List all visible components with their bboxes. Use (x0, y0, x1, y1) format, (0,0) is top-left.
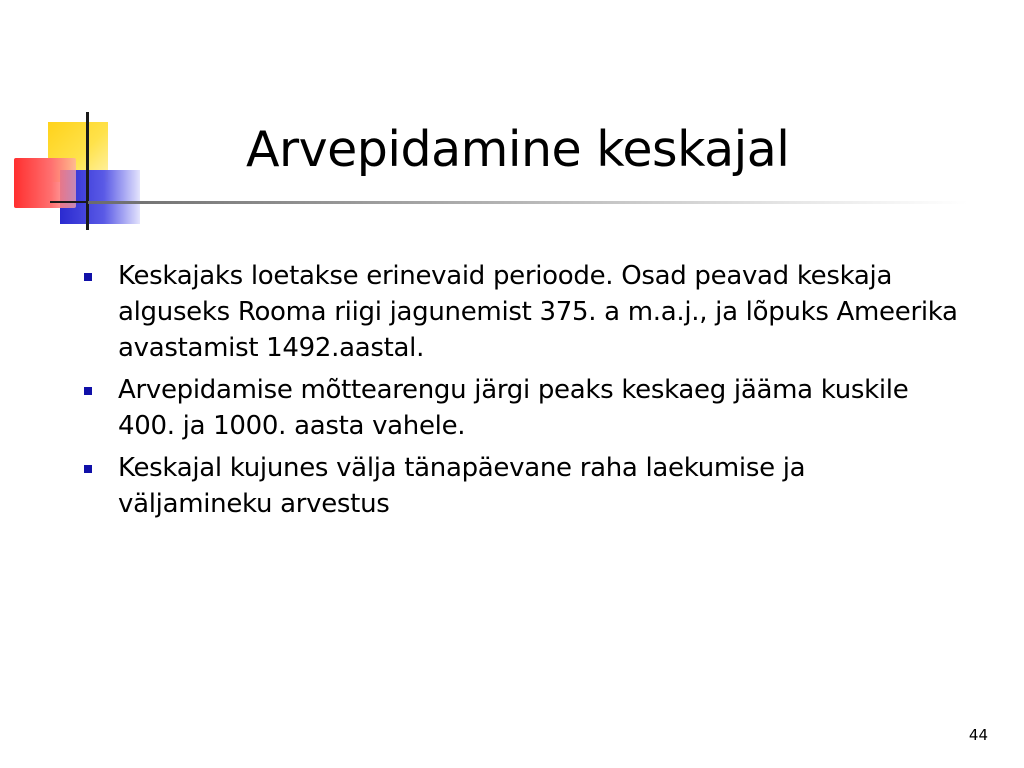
page-number: 44 (968, 726, 988, 744)
bullet-text: Keskajal kujunes välja tänapäevane raha laekumise ja väljamineku arvestus (118, 453, 806, 519)
square-bullet-icon (84, 465, 92, 473)
slide-title: Arvepidamine keskajal (246, 121, 790, 178)
bullet-text: Keskajaks loetakse erinevaid perioode. Osad peavad keskaja alguseks Rooma riigi jagunemist 375. a m.a.j., ja lõpuks Ameerika avastamist 1492.aastal. (118, 261, 958, 363)
title-underline (88, 201, 968, 204)
square-bullet-icon (84, 273, 92, 281)
list-item (80, 372, 960, 444)
bullet-list (80, 258, 960, 528)
list-item (80, 258, 960, 366)
square-bullet-icon (84, 387, 92, 395)
color-squares-logo (0, 0, 200, 240)
logo-vertical-line (86, 112, 89, 230)
bullet-text: Arvepidamise mõttearengu järgi peaks keskaeg jääma kuskile 400. ja 1000. aasta vahele. (118, 375, 909, 441)
list-item (80, 450, 960, 522)
